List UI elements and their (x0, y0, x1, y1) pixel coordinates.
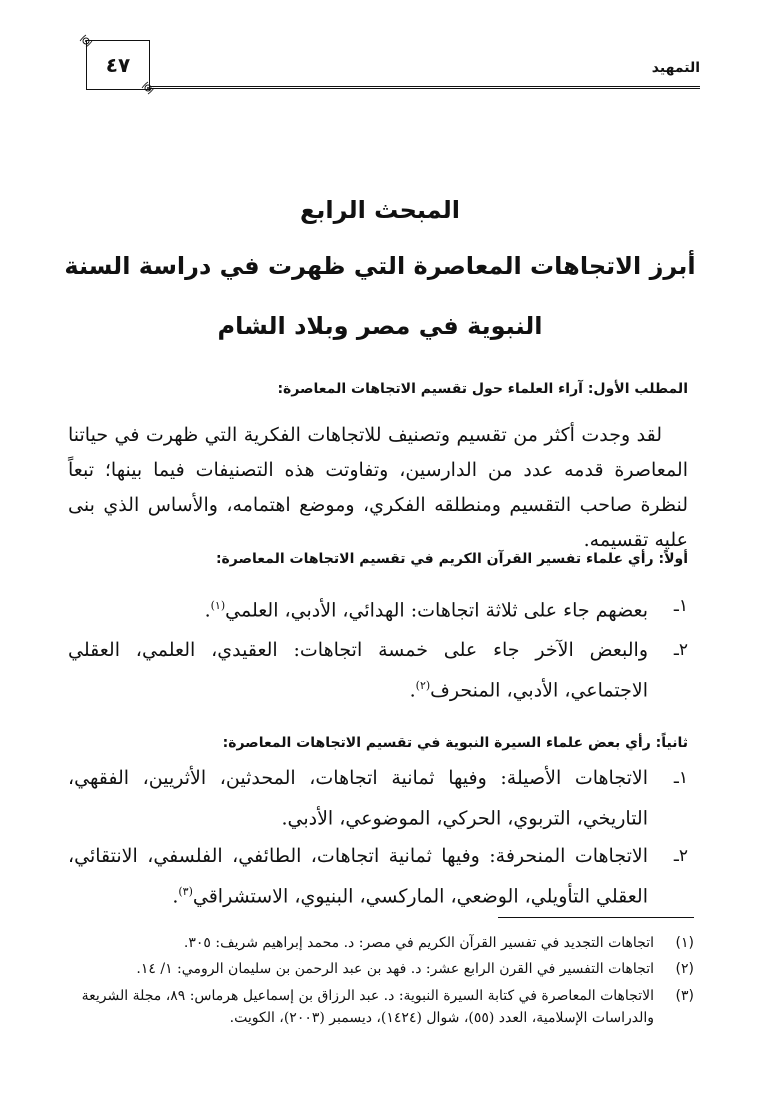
footnote-number: (٢) (675, 961, 694, 977)
footnote-rule (498, 917, 694, 918)
footnote (68, 932, 694, 954)
list-item (68, 632, 688, 708)
list-item-text: بعضهم جاء على ثلاثة اتجاهات: الهدائي، الأدبي، العلمي (225, 599, 648, 622)
list-item-tail: . (204, 599, 211, 622)
header-rule (150, 86, 700, 89)
list-item-number: ٢ـ (673, 846, 688, 866)
list-item-text: الاتجاهات الأصيلة: وفيها ثمانية اتجاهات، المحدثين، الأثريين، الفقهي، التاريخي، التربوي، الحركي، الموضوعي، الأدبي. (68, 767, 648, 830)
page-number: ٤٧ (105, 53, 131, 77)
running-head: التمهيد (651, 60, 700, 76)
list-item-tail: . (409, 679, 416, 702)
chapter-title: المبحث الرابع (300, 196, 460, 224)
section-heading-2: أولاً: رأي علماء تفسير القرآن الكريم في تقسيم الاتجاهات المعاصرة: (215, 551, 688, 567)
list-item-number: ١ـ (673, 596, 688, 616)
list-item-tail: . (172, 885, 179, 908)
footnote (68, 958, 694, 980)
chapter-subtitle-line-2: النبوية في مصر وبلاد الشام (217, 312, 543, 340)
footnote-ref: (١) (210, 599, 226, 612)
footnote-text: اتجاهات التفسير في القرن الرابع عشر: د. فهد بن عبد الرحمن بن سليمان الرومي: ١/ ١٤. (136, 961, 654, 977)
footnote (68, 985, 694, 1029)
list-item-number: ٢ـ (673, 640, 688, 660)
section-heading-3: ثانياً: رأي بعض علماء السيرة النبوية في تقسيم الاتجاهات المعاصرة: (222, 735, 688, 751)
footnote-text: اتجاهات التجديد في تفسير القرآن الكريم في مصر: د. محمد إبراهيم شريف: ٣٠٥. (183, 935, 654, 951)
list-item-number: ١ـ (673, 768, 688, 788)
footnote-ref: (٢) (415, 679, 431, 692)
list-item (68, 588, 688, 628)
footnote-number: (١) (675, 935, 694, 951)
flourish-ornament-icon (141, 81, 155, 95)
footnote-ref: (٣) (178, 885, 193, 898)
footnote-number: (٣) (675, 988, 694, 1004)
list-item-text: والبعض الآخر جاء على خمسة اتجاهات: العقيدي، العلمي، العقلي الاجتماعي، الأدبي، المنحرف (68, 639, 648, 702)
flourish-ornament-icon (79, 34, 93, 48)
list-item (68, 760, 688, 836)
list-item-text: الاتجاهات المنحرفة: وفيها ثمانية اتجاهات، الطائفي، الفلسفي، الانتقائي، العقلي التأويلي، الوضعي، الماركسي، البنيوي، الاستشراقي (68, 845, 648, 908)
chapter-subtitle-line-1: أبرز الاتجاهات المعاصرة التي ظهرت في دراسة السنة (64, 252, 696, 280)
footnote-text: الاتجاهات المعاصرة في كتابة السيرة النبوية: د. عبد الرزاق بن إسماعيل هرماس: ٨٩، مجلة الشريعة والدراسات الإسلامية، العدد (٥٥)، شوال (١٤٢٤)، ديسمبر (٢٠٠٣)، الكويت. (81, 988, 654, 1026)
section-heading-1: المطلب الأول: آراء العلماء حول تقسيم الاتجاهات المعاصرة: (277, 381, 688, 397)
intro-paragraph: لقد وجدت أكثر من تقسيم وتصنيف للاتجاهات الفكرية التي ظهرت في حياتنا المعاصرة قدمه عدد من الدارسين، وتفاوتت هذه التصنيفات فيما بينها؛ تبعاً لنظرة صاحب التقسيم ومنطلقه الفكري، وموضع اهتمامه، والأساس الذي بنى عليه تقسيمه. (68, 424, 688, 551)
list-item (68, 838, 688, 914)
